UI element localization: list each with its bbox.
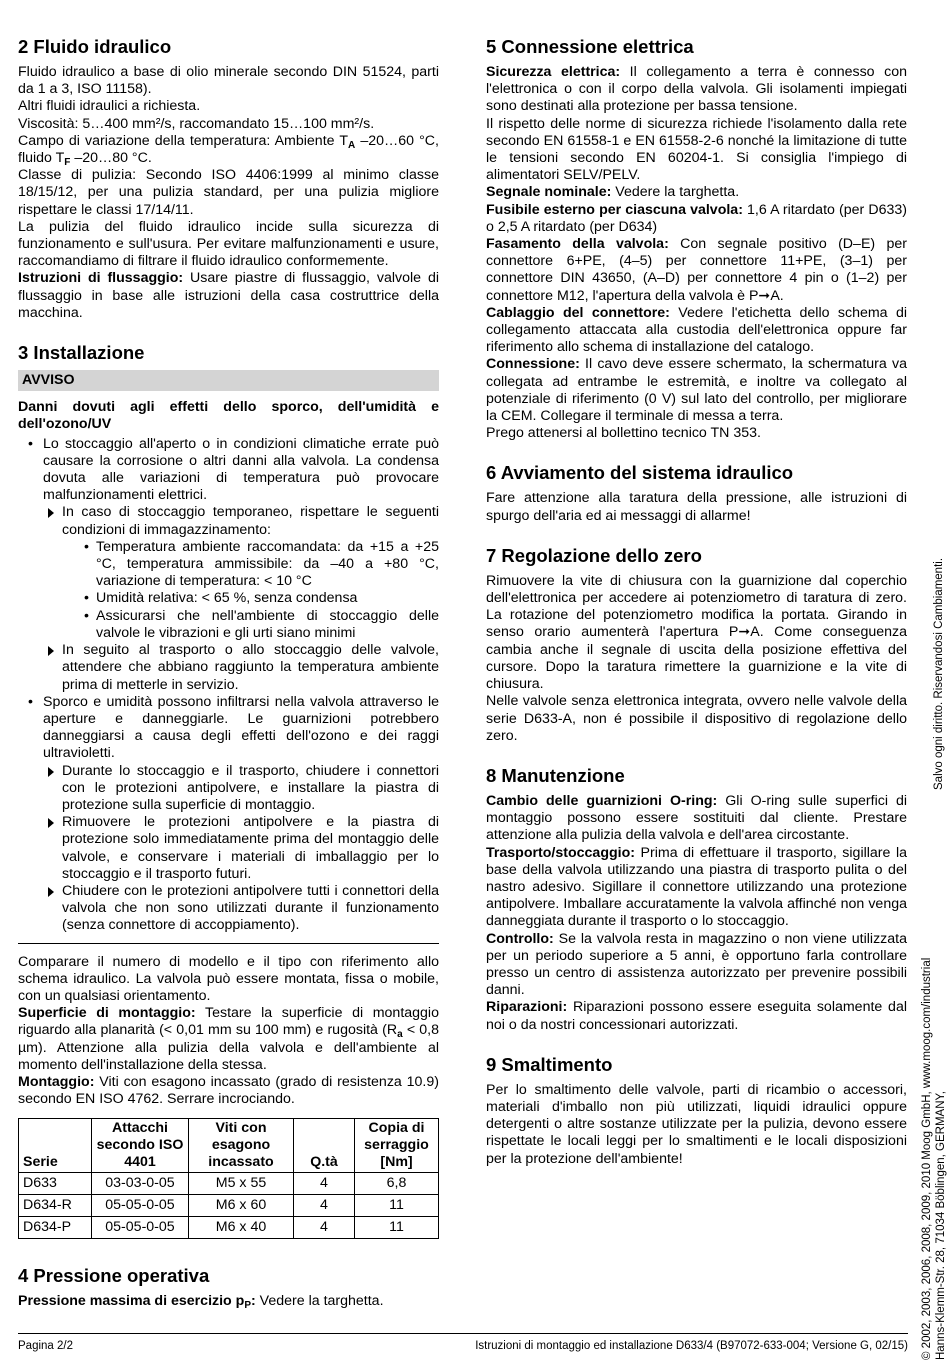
s8-p4: Riparazioni: Riparazioni possono essere eseguita solamente dal noi o da nostri concessionari autorizzati.: [486, 999, 907, 1033]
table-cell: 4: [294, 1217, 355, 1239]
table-cell: 05-05-0-05: [92, 1195, 189, 1217]
arrow-right-icon: [48, 887, 54, 897]
table-row: [19, 1217, 439, 1239]
table-header: Q.tà: [294, 1119, 355, 1173]
copyright-notice: © 2002, 2003, 2006, 2008, 2009, 2010 Moog GmbH, www.moog.com/industrial Hanns-Klemm-Str. 28, 71034 Böblingen, GERMANY,: [921, 957, 947, 1360]
s4-p1: Pressione massima di esercizio $p_P$: Vedere la targhetta.: [18, 1293, 384, 1312]
arrow-right-icon: [48, 646, 54, 656]
list-item: Durante lo stoccaggio e il trasporto, chiudere i connettori con le protezioni antipolvere, e installare la piastra di protezione sulla superficie di montaggio.: [18, 763, 439, 815]
s2-p7: Istruzioni di flussaggio: Usare piastre di flussaggio, valvole di flussaggio in base alle istruzioni della casa costruttrice della macchina.: [18, 270, 439, 321]
list-item: • Temperatura ambiente raccomandata: da +15 a +25 °C, temperatura ammissibile: da –40 a +80 °C, variazione di temperatura: < 10 °C: [18, 539, 439, 591]
arrow-right-icon: [48, 508, 54, 518]
list-item: • Sporco e umidità possono infiltrarsi nella valvola attraverso le aperture e danneggiarle. Le guarnizioni potrebbero danneggiarsi a causa degli effetti dell'ozono e dei raggi ultravioletti.: [18, 694, 439, 763]
s3-p3: Montaggio: Viti con esagono incassato (grado di resistenza 10.9) secondo EN ISO 4762. Serrare incrociando.: [18, 1073, 439, 1108]
table-row: [19, 1173, 439, 1195]
s2-p1: Fluido idraulico a base di olio minerale secondo DIN 51524, parti da 1 a 3, ISO 11158).: [18, 64, 439, 98]
s2-p6: La pulizia del fluido idraulico incide sulla sicurezza di funzionamento e sull'usura. Per evitare malfunzionamenti e usure, raccomandiamo di filtrare il fluido idraulico conformemente.: [18, 218, 439, 270]
s8-p2: Trasporto/stoccaggio: Prima di effettuare il trasporto, sigillare la base della valvola utilizzando una piastra di trasporto pulita o del nastro adesivo. Sigillare il connettore utilizzando una protezione antipolvere. Imballare accuratamente la valvola affinché non venga danneggiata durante il trasporto o lo stoccaggio.: [486, 844, 907, 930]
table-cell: 03-03-0-05: [92, 1173, 189, 1195]
section-4-title: 4 Pressione operativa: [18, 1265, 210, 1287]
table-header-row: [19, 1119, 439, 1173]
arrow-right-icon: [48, 767, 54, 777]
table-header: Viti con esagono incassato: [189, 1119, 294, 1173]
s3-p2: Superficie di montaggio: Testare la superficie di montaggio riguardo alla planarità (< 0,01 mm su 100 mm) e rugosità ($R_a < 0,8$ µm). Attenzione alla pulizia della valvola e dell'ambiente al momento dell'installazione della stessa.: [18, 1005, 439, 1073]
s5-p4: Fusibile esterno per ciascuna valvola: 1,6 A ritardato (per D633) o 2,5 A ritardato (per D634): [486, 201, 907, 235]
s9-p1: Per lo smaltimento delle valvole, parti di ricambio o accessori, materiali d'imballo non più utilizzati, liquidi idraulici oppure detergenti o altre sostanze utilizzate per la pulizia, devono essere rispettate le locali leggi per lo smaltimenti e le locali disposizioni per la protezione dell'ambiente!: [486, 1081, 907, 1167]
table-cell: M6 x 40: [189, 1217, 294, 1239]
s6-p1: Fare attenzione alla taratura della pressione, alle istruzioni di spurgo dell'aria ed ai messaggi di allarme!: [486, 490, 907, 524]
section-5-title: 5 Connessione elettrica: [486, 36, 694, 57]
s5-p8: Prego attenersi al bollettino tecnico TN 353.: [486, 425, 761, 442]
list-item: In seguito al trasporto o allo stoccaggio delle valvole, attendere che abbiano raggiunto la temperatura ambiente prima di metterle in servizio.: [18, 642, 439, 694]
list-item: • Lo stoccaggio all'aperto o in condizioni climatiche errate può causare la corrosione o altri danni alla valvola. La condensa dovuta alle variazioni di temperatura può provocare malfunzionamenti elettrici.: [18, 436, 439, 505]
s5-p3: Segnale nominale: Vedere la targhetta.: [486, 184, 740, 201]
divider: [18, 943, 439, 944]
arrow-right-icon: [48, 818, 54, 828]
s8-p3: Controllo: Se la valvola resta in magazzino o non viene utilizzata per un periodo superiore a 5 anni, è opportuno farla controllare presso un centro di assistenza autorizzato per prevenire possibili danni.: [486, 930, 907, 999]
s8-p1: Cambio delle guarnizioni O-ring: Gli O-ring sulle superfici di montaggio possono essere sostituiti dal cliente. Prestare attenzione alla pulizia della valvola e dell'area circostante.: [486, 792, 907, 844]
s5-p7: Connessione: Il cavo deve essere schermato, la schermatura va collegata ad entrambe le estremità, e inoltre va collegato al potenziale di riferimento (0 V) sul lato del controllo, per migliorare la CEM. Collegare il terminale di messa a terra.: [486, 356, 907, 425]
section-3-title: 3 Installazione: [18, 342, 145, 364]
table-cell: D633: [19, 1173, 92, 1195]
document-reference: Istruzioni di montaggio ed installazione D633/4 (B97072-633-004; Versione G, 02/15): [475, 1340, 908, 1352]
table-cell: 4: [294, 1173, 355, 1195]
footer-divider: [18, 1333, 908, 1334]
s2-p2: Altri fluidi idraulici a richiesta.: [18, 98, 201, 115]
s5-p1: Sicurezza elettrica: Il collegamento a terra è connesso con l'elettronica o con il corpo della valvola. Gli isolamenti impiegati sono destinati alla protezione per bassa tensione.: [486, 64, 907, 115]
list-item: Rimuovere le protezioni antipolvere e la piastra di protezione solo immediatamente prima del montaggio delle valvole, e conservare i materiali di imballaggio per lo stoccaggio e il trasporto futuri.: [18, 814, 439, 883]
list-item: In caso di stoccaggio temporaneo, rispettare le seguenti condizioni di immagazzinamento:: [18, 504, 439, 538]
s2-p3: Viscosità: 5…400 mm²/s, raccomandato 15…100 mm²/s.: [18, 115, 375, 132]
list-item: • Assicurarsi che nell'ambiente di stoccaggio delle valvole le vibrazioni e gli urti siano minimi: [18, 608, 439, 642]
table-cell: 11: [355, 1195, 439, 1217]
warning-list: [18, 436, 439, 935]
table-header: Serie: [19, 1119, 92, 1173]
table-row: [19, 1195, 439, 1217]
list-item: • Umidità relativa: < 65 %, senza condensa: [18, 590, 439, 607]
section-7-title: 7 Regolazione dello zero: [486, 544, 702, 566]
section-9-title: 9 Smaltimento: [486, 1053, 613, 1075]
table-cell: 05-05-0-05: [92, 1217, 189, 1239]
s5-p2: Il rispetto delle norme di sicurezza richiede l'isolamento dalla rete secondo EN 61558-1 e EN 61558-2-6 nonché la limitazione di tutte le tensioni secondo EN 60204-1. Si consiglia l'impiego di alimentatori SELV/PELV.: [486, 115, 907, 184]
table-cell: M6 x 60: [189, 1195, 294, 1217]
avviso-banner: AVVISO: [18, 370, 439, 391]
section-6-title: 6 Avviamento del sistema idraulico: [486, 462, 794, 484]
s2-p4: Campo di variazione della temperatura: Ambiente $T_A$ –20…60 °C, fluido $T_F$ –20…80 °C.: [18, 132, 439, 169]
section-8-title: 8 Manutenzione: [486, 764, 625, 786]
s5-p6: Cablaggio del connettore: Vedere l'etichetta dello schema di collegamento attaccata alla custodia dell'elettronica oppure far riferimento allo schema di installazione del catalogo.: [486, 304, 907, 356]
s7-p2: Nelle valvole senza elettronica integrata, ovvero nelle valvole della serie D633-A, non é possibile il dispositivo di regolazione dello zero.: [486, 693, 907, 744]
table-header: Copia di serraggio [Nm]: [355, 1119, 439, 1173]
warning-title: Danni dovuti agli effetti dello sporco, dell'umidità e dell'ozono/UV: [18, 399, 439, 433]
s5-p5: Fasamento della valvola: Con segnale positivo (D–E) per connettore 6+PE, (4–5) per connettore 11+PE, (3–1) per connettore DIN 43650, (A–D) per connettore 4 pin o (1–2) per connettore M12, l'apertura della valvola è P➞A.: [486, 236, 907, 304]
table-cell: M5 x 55: [189, 1173, 294, 1195]
table-header: Attacchi secondo ISO 4401: [92, 1119, 189, 1173]
right-column: [486, 36, 907, 1168]
left-column: [18, 36, 439, 1311]
page-number: Pagina 2/2: [18, 1340, 73, 1352]
table-cell: 6,8: [355, 1173, 439, 1195]
mounting-table: [18, 1118, 439, 1239]
s2-p5: Classe di pulizia: Secondo ISO 4406:1999 al minimo classe 18/15/12, per una pulizia standard, per una pulizia migliore rispettare le classi 17/14/11.: [18, 167, 439, 218]
s7-p1: Rimuovere la vite di chiusura con la guarnizione dal coperchio dell'elettronica per accedere ai potenziometro di taratura di zero. La rotazione del potenziometro modifica la portata. Girando in senso orario aumenterà l'apertura P➞A. Come conseguenza cambia anche il segnale di uscita della posizione effettiva del cursore. Dopo la taratura rimettere la guarnizione e la vite di chiusura.: [486, 572, 907, 693]
table-cell: D634-R: [19, 1195, 92, 1217]
table-cell: 4: [294, 1195, 355, 1217]
rights-notice: Salvo ogni diritto. Riservandosi Cambiamenti.: [933, 557, 945, 790]
section-2-title: 2 Fluido idraulico: [18, 36, 172, 57]
table-cell: D634-P: [19, 1217, 92, 1239]
list-item: Chiudere con le protezioni antipolvere tutti i connettori della valvola che non sono utilizzati durante il funzionamento (senza connettore di accoppiamento).: [18, 883, 439, 935]
s3-p1: Comparare il numero di modello e il tipo con riferimento allo schema idraulico. La valvola può essere montata, fissa o mobile, con un qualsiasi orientamento.: [18, 953, 439, 1004]
table-cell: 11: [355, 1217, 439, 1239]
